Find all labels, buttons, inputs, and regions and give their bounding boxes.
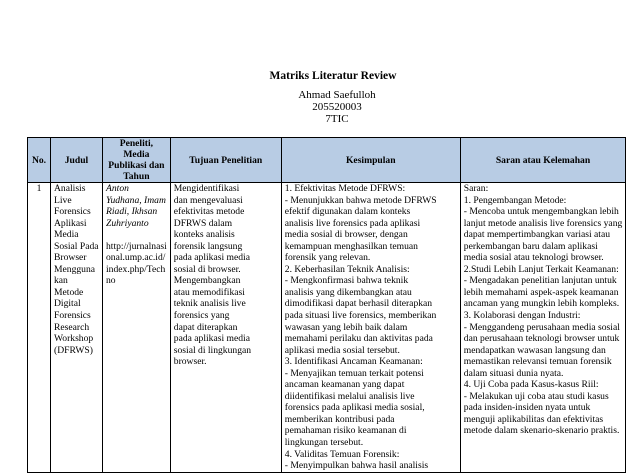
text-line: dan mengevaluasi: [173, 194, 243, 206]
text-line: analisis live forensics pada aplikasi: [284, 217, 421, 229]
text-line: atau memodifikasi: [173, 286, 245, 298]
text-line: - Mengadakan penelitian lanjutan untuk: [463, 275, 617, 287]
text-line: forensik langsung: [173, 240, 243, 252]
text-line: no: [106, 275, 116, 287]
text-line: - Mencoba untuk mengembangkan lebih: [463, 206, 619, 218]
text-line: Browser: [54, 252, 87, 264]
cell-saran: [460, 183, 626, 473]
header-peneliti-line: Publikasi dan: [108, 160, 165, 171]
text-line: kemampuan menghasilkan temuan: [284, 240, 418, 252]
text-line: Saran:: [463, 183, 489, 194]
text-line: mendapatkan wawasan langsung dan: [463, 344, 606, 356]
text-line: ancaman yang mungkin lebih kompleks.: [463, 298, 620, 310]
text-line: sosial di lingkungan: [173, 344, 252, 356]
text-line: dapat diterapkan: [173, 321, 238, 333]
text-line: Research: [54, 321, 90, 333]
text-line: aplikasi media sosial tersebut.: [284, 344, 400, 356]
text-line: pada situasi live forensics, memberikan: [284, 310, 437, 322]
text-line: 3. Kolaborasi dengan Industri:: [463, 310, 581, 322]
text-line: diidentifikasi melalui analisis live: [284, 390, 415, 402]
text-line: 4. Uji Coba pada Kasus-kasus Riil:: [463, 379, 599, 391]
text-line: Digital: [54, 298, 81, 310]
text-line: Analisis: [54, 183, 86, 194]
text-line: konteks analisis: [173, 229, 235, 241]
text-line: dimodifikasi dapat berhasil diterapkan: [284, 298, 433, 310]
text-line: 2.Studi Lebih Lanjut Terkait Keamanan:: [463, 263, 619, 275]
text-line: Mengguna: [54, 263, 96, 275]
text-line: - Menunjukkan bahwa metode DFRWS: [284, 194, 437, 206]
text-line: DFRWS dalam: [173, 217, 233, 229]
cell-judul: [51, 183, 103, 473]
text-line: media sosial atau teknologi browser.: [463, 252, 604, 264]
text-line: Yudhana, Imam: [106, 194, 166, 206]
text-line: Aplikasi: [54, 217, 87, 229]
cell-peneliti: [103, 183, 171, 473]
cell-no: 1: [28, 183, 51, 473]
publication-url: [106, 241, 167, 287]
text-line: Mengidentifikasi: [173, 183, 240, 194]
text-line: forensik yang relevan.: [284, 252, 371, 264]
text-line: lanjut metode analisis live forensics yang: [463, 217, 623, 229]
header-saran: Saran atau Kelemahan: [460, 138, 626, 183]
text-line: ancaman keamanan yang dapat: [284, 379, 405, 391]
text-line: browser.: [173, 356, 207, 368]
header-tujuan: Tujuan Penelitian: [170, 138, 281, 183]
text-line: memberikan kontribusi pada: [284, 413, 395, 425]
text-line: 1. Pengembangan Metode:: [463, 194, 567, 206]
text-line: wawasan yang lebih baik dalam: [284, 321, 408, 333]
text-line: pada aplikasi media: [173, 252, 250, 264]
class-name: 7TIC: [325, 113, 349, 125]
header-peneliti-line: Tahun: [123, 171, 150, 182]
header-peneliti: [103, 138, 171, 183]
text-line: 3. Identifikasi Ancaman Keamanan:: [284, 356, 423, 368]
text-line: perkembangan baru dalam aplikasi: [463, 240, 598, 252]
text-line: 1. Efektivitas Metode DFRWS:: [284, 183, 406, 194]
text-line: Workshop: [54, 333, 94, 345]
text-line: Metode: [54, 286, 84, 298]
text-line: - Mengkonfirmasi bahwa teknik: [284, 275, 409, 287]
text-line: pemahaman risiko keamanan di: [284, 425, 407, 437]
text-line: menguji aplikabilitas dan efektivitas: [463, 413, 604, 425]
text-line: Riadi, Ikhsan: [106, 206, 158, 218]
text-line: 2. Keberhasilan Teknik Analisis:: [284, 263, 410, 275]
text-line: Media: [54, 229, 79, 241]
text-line: dalam situasi dunia nyata.: [463, 367, 564, 379]
header-peneliti-line: Media: [123, 149, 150, 160]
cell-tujuan: [170, 183, 281, 473]
text-line: forensics yang: [173, 310, 230, 322]
text-line: Forensics: [54, 206, 91, 218]
header-kesimpulan: Kesimpulan: [281, 138, 460, 183]
text-line: metode dalam skenario-skenario praktis.: [463, 425, 620, 437]
document-title: Matriks Literatur Review: [269, 70, 397, 82]
text-line: sosial di browser.: [173, 263, 241, 275]
text-line: pada aplikasi media: [173, 333, 250, 345]
text-line: kan: [54, 275, 68, 287]
cell-kesimpulan: [281, 183, 460, 473]
text-line: Anton: [106, 183, 129, 194]
text-line: analisis yang dikembangkan atau: [284, 286, 412, 298]
text-line: dapat mempertimbangkan variasi atau: [463, 229, 611, 241]
text-line: lingkungan tersebut.: [284, 437, 364, 449]
text-line: (DFRWS): [54, 344, 93, 356]
text-line: Live: [54, 194, 72, 206]
text-line: http://jurnalnasi: [106, 240, 167, 252]
header-judul: Judul: [51, 138, 103, 183]
text-line: Mengembangkan: [173, 275, 241, 287]
table-header-row: [28, 138, 626, 183]
author-name: Ahmad Saefulloh: [298, 89, 376, 101]
text-line: memastikan relevansi temuan forensik: [463, 356, 612, 368]
text-line: forensics pada aplikasi media sosial,: [284, 402, 425, 414]
text-line: media sosial di browser, dengan: [284, 229, 408, 241]
text-line: Sosial Pada: [54, 240, 99, 252]
text-line: dan perusahaan teknologi browser untuk: [463, 333, 620, 345]
text-line: - Menyajikan temuan terkait potensi: [284, 367, 424, 379]
text-line: Zuhriyanto: [106, 217, 149, 229]
table-row: [28, 183, 626, 473]
text-line: teknik analisis live: [173, 298, 246, 310]
text-line: - Menggandeng perusahaan media sosial: [463, 321, 620, 333]
text-line: memahami perilaku dan aktivitas pada: [284, 333, 433, 345]
text-line: Forensics: [54, 310, 91, 322]
header-no: No.: [28, 138, 51, 183]
student-id: 205520003: [312, 101, 362, 113]
text-line: - Menyimpulkan bahwa hasil analisis: [284, 460, 429, 472]
header-peneliti-line: Peneliti,: [119, 138, 154, 149]
text-line: index.php/Tech: [106, 263, 166, 275]
text-line: onal.ump.ac.id/: [106, 252, 166, 264]
text-line: efektivitas metode: [173, 206, 245, 218]
text-line: efektif digunakan dalam konteks: [284, 206, 411, 218]
text-line: lebih memahami aspek-aspek keamanan: [463, 286, 619, 298]
text-line: - Melakukan uji coba atau studi kasus: [463, 390, 609, 402]
text-line: 4. Validitas Temuan Forensik:: [284, 448, 400, 460]
literature-matrix-table: [27, 137, 626, 473]
peneliti-names: [106, 183, 167, 229]
text-line: pada insiden-insiden nyata untuk: [463, 402, 591, 414]
